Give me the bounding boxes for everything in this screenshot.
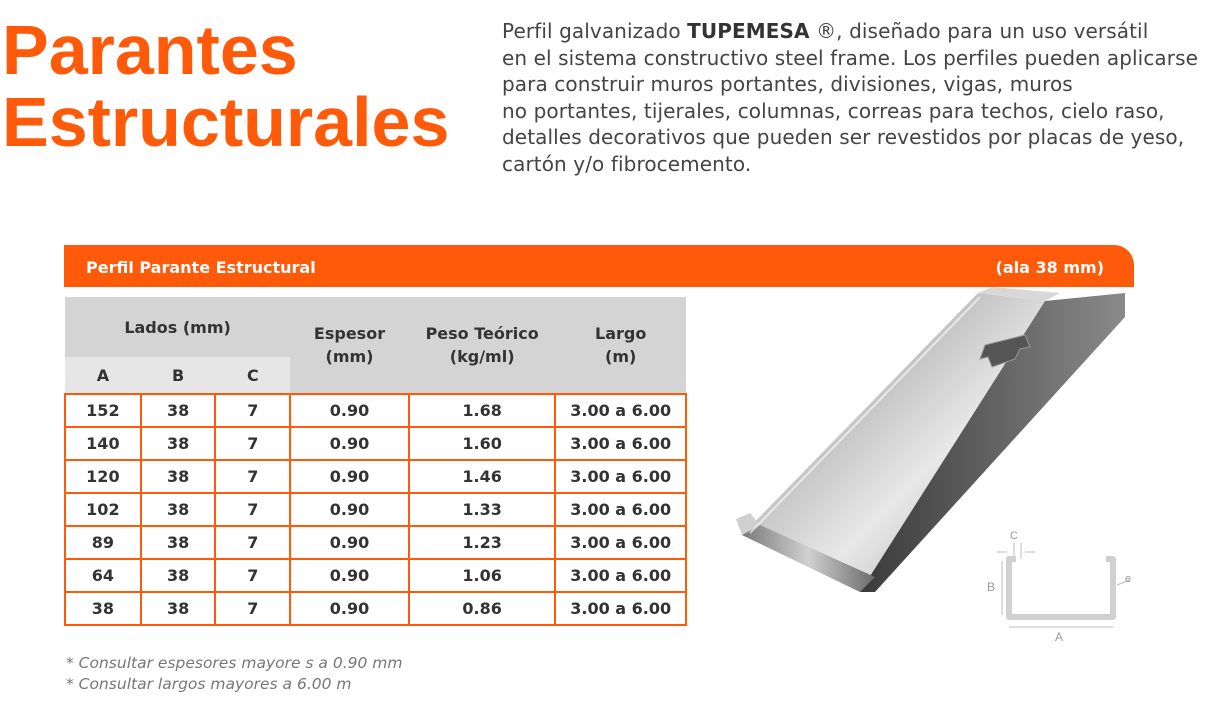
cell-peso: 1.46 [409, 460, 556, 493]
banner-note: (ala 38 mm) [995, 258, 1104, 277]
cell-peso: 1.06 [409, 559, 556, 592]
header-peso: Peso Teórico (kg/ml) [409, 297, 556, 394]
intro-line: en el sistema constructivo steel frame. Los perfiles pueden aplicarse [502, 45, 1199, 70]
cell-c: 7 [215, 427, 290, 460]
cell-peso: 1.60 [409, 427, 556, 460]
cell-largo: 3.00 a 6.00 [555, 394, 686, 427]
cell-peso: 1.33 [409, 493, 556, 526]
table-row [65, 559, 686, 592]
cell-largo: 3.00 a 6.00 [555, 559, 686, 592]
cell-espesor: 0.90 [290, 394, 409, 427]
cell-espesor: 0.90 [290, 526, 409, 559]
table-row [65, 526, 686, 559]
intro-line: cartón y/o fibrocemento. [502, 151, 752, 176]
cell-b: 38 [141, 394, 216, 427]
cell-a: 89 [65, 526, 141, 559]
footnote: * Consultar espesores mayore s a 0.90 mm [66, 654, 403, 672]
table-banner [64, 245, 1134, 287]
cell-espesor: 0.90 [290, 592, 409, 625]
cell-b: 38 [141, 526, 216, 559]
spec-table [64, 297, 687, 626]
cell-largo: 3.00 a 6.00 [555, 592, 686, 625]
cell-c: 7 [215, 526, 290, 559]
cell-b: 38 [141, 493, 216, 526]
cell-largo: 3.00 a 6.00 [555, 493, 686, 526]
cell-a: 64 [65, 559, 141, 592]
cell-b: 38 [141, 427, 216, 460]
cell-a: 120 [65, 460, 141, 493]
label-c: C [1010, 530, 1018, 542]
cell-c: 7 [215, 592, 290, 625]
cell-espesor: 0.90 [290, 559, 409, 592]
cell-a: 38 [65, 592, 141, 625]
table-row [65, 460, 686, 493]
cell-peso: 0.86 [409, 592, 556, 625]
label-b: B [987, 580, 996, 594]
intro-line: para construir muros portantes, divisiones, vigas, muros [502, 72, 1073, 96]
intro-paragraph [502, 18, 1222, 177]
profile-cross-section-diagram [985, 525, 1145, 645]
intro-line: no portantes, tijerales, columnas, correas para techos, cielo raso, [502, 98, 1165, 123]
cell-peso: 1.68 [409, 394, 556, 427]
title-line-2: Estructurales [2, 83, 450, 161]
cell-c: 7 [215, 493, 290, 526]
footnote: * Consultar largos mayores a 6.00 m [66, 675, 352, 693]
table-row [65, 394, 686, 427]
intro-text: Perfil galvanizado [502, 19, 688, 43]
cell-a: 102 [65, 493, 141, 526]
cell-b: 38 [141, 592, 216, 625]
intro-text: ®, diseñado para un uso versátil [809, 19, 1149, 43]
cell-largo: 3.00 a 6.00 [555, 460, 686, 493]
header-a: A [65, 357, 141, 394]
cell-c: 7 [215, 460, 290, 493]
cell-b: 38 [141, 559, 216, 592]
label-a: A [1055, 630, 1064, 644]
intro-line: detalles decorativos que pueden ser revestidos por placas de yeso, [502, 125, 1185, 149]
cell-largo: 3.00 a 6.00 [555, 427, 686, 460]
header-espesor: Espesor (mm) [290, 297, 409, 394]
banner-title: Perfil Parante Estructural [86, 258, 316, 277]
footnotes [66, 653, 403, 695]
header-largo: Largo (m) [555, 297, 686, 394]
cell-a: 140 [65, 427, 141, 460]
header-b: B [141, 357, 216, 394]
cell-espesor: 0.90 [290, 460, 409, 493]
table-row [65, 493, 686, 526]
cell-largo: 3.00 a 6.00 [555, 526, 686, 559]
label-e: e [1125, 573, 1132, 585]
cell-a: 152 [65, 394, 141, 427]
brand-name: TUPEMESA [687, 19, 810, 43]
cell-c: 7 [215, 559, 290, 592]
cell-b: 38 [141, 460, 216, 493]
page-title [2, 11, 450, 161]
cell-peso: 1.23 [409, 526, 556, 559]
header-c: C [215, 357, 290, 394]
cell-espesor: 0.90 [290, 493, 409, 526]
table-row [65, 592, 686, 625]
header-lados: Lados (mm) [65, 297, 290, 357]
title-line-1: Parantes [2, 11, 298, 89]
cell-c: 7 [215, 394, 290, 427]
table-row [65, 427, 686, 460]
cell-espesor: 0.90 [290, 427, 409, 460]
